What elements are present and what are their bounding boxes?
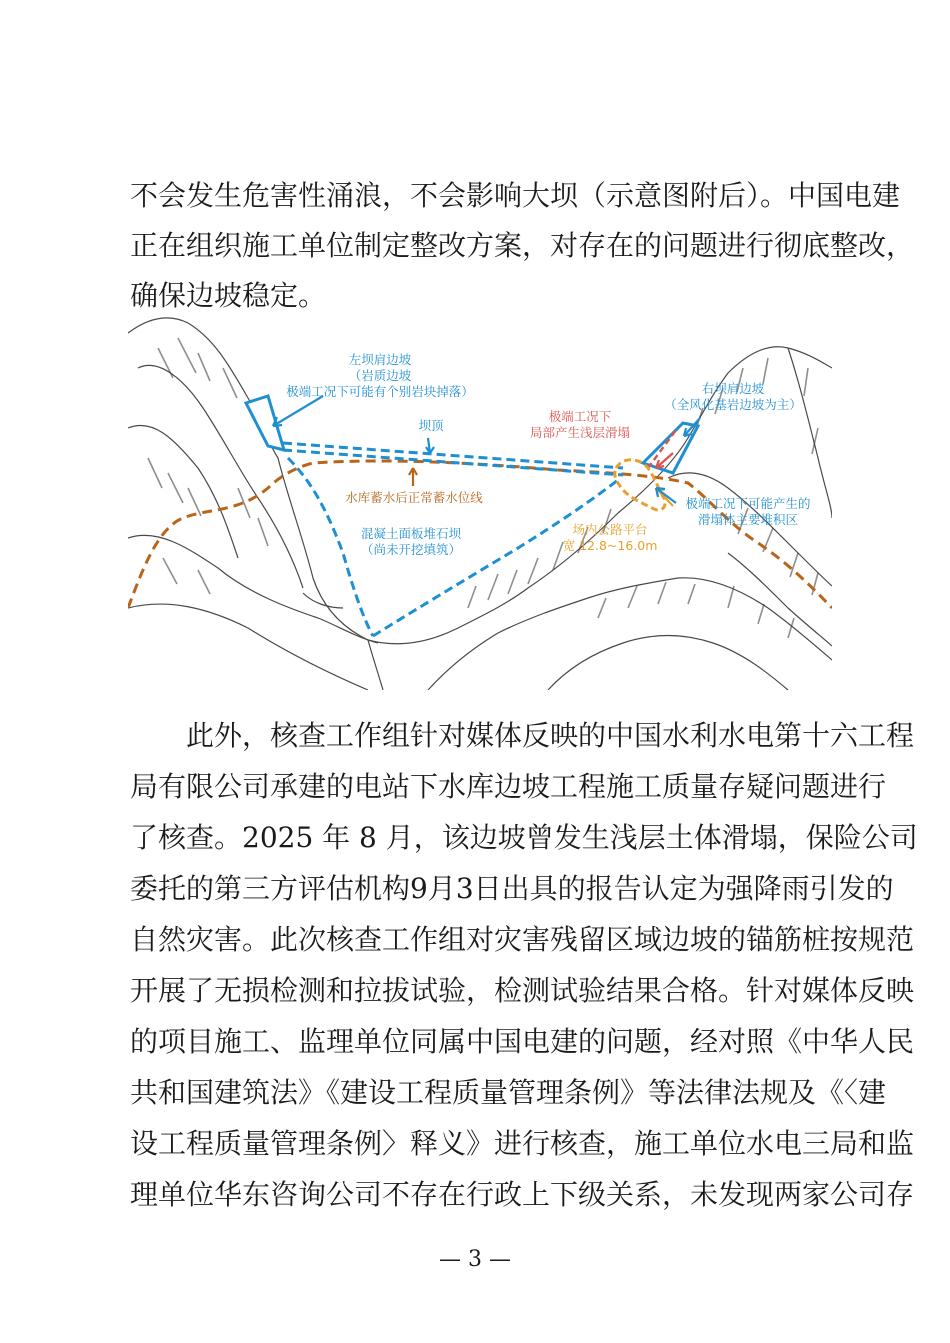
dam-crest-label: 坝顶 xyxy=(418,418,444,433)
platform-label-1: 场内公路平台 xyxy=(572,522,648,537)
paragraph-2-line-3: 了核查。2025 年 8 月，该边坡曾发生浅层土体滑塌，保险公司 xyxy=(130,821,918,854)
paragraph-1-line-3: 确保边坡稳定。 xyxy=(130,279,327,312)
slide-label-1: 极端工况下 xyxy=(548,409,612,424)
paragraph-2-line-2: 局有限公司承建的电站下水库边坡工程施工质量存疑问题进行 xyxy=(130,770,887,803)
paragraph-2-line-1: 此外，核查工作组针对媒体反映的中国水利水电第十六工程 xyxy=(186,719,915,752)
paragraph-2-line-10: 理单位华东咨询公司不存在行政上下级关系，未发现两家公司存 xyxy=(130,1178,915,1211)
left-shoulder-label-3: 极端工况下可能有个别岩块掉落） xyxy=(286,384,474,399)
paragraph-2-line-5: 自然灾害。此次核查工作组对灾害残留区域边坡的锚筋桩按规范 xyxy=(130,923,915,956)
left-shoulder-label-1: 左坝肩边坡 xyxy=(348,352,412,367)
platform-label-2: 宽 12.8~16.0m xyxy=(562,538,658,553)
slide-label-2: 局部产生浅层滑塌 xyxy=(529,425,631,440)
annotation-arrows xyxy=(273,396,700,506)
paragraph-2-line-4: 委托的第三方评估机构9月3日出具的报告认定为强降雨引发的 xyxy=(130,872,894,905)
paragraph-2-line-7: 的项目施工、监理单位同属中国电建的问题，经对照《中华人民 xyxy=(130,1025,915,1058)
paragraph-1-line-2: 正在组织施工单位制定整改方案，对存在的问题进行彻底整改， xyxy=(130,229,915,262)
right-shoulder-label-2: （全风化基岩边坡为主） xyxy=(664,397,802,412)
right-shoulder-label-1: 右坝肩边坡 xyxy=(701,381,765,396)
reservoir-line-label: 水库蓄水后正常蓄水位线 xyxy=(345,490,483,505)
paragraph-2-line-8: 共和国建筑法》《建设工程质量管理条例》等法律法规及《〈建 xyxy=(130,1076,887,1109)
paragraph-2-line-6: 开展了无损检测和拉拔试验，检测试验结果合格。针对媒体反映 xyxy=(130,974,915,1007)
deposit-label-2: 滑塌体主要堆积区 xyxy=(697,512,799,527)
dam-type-label-1: 混凝土面板堆石坝 xyxy=(360,526,462,541)
dam-slope-schematic xyxy=(128,308,832,690)
page-number: — 3 — xyxy=(439,1247,511,1272)
left-shoulder-label-2: （岩质边坡 xyxy=(348,368,412,383)
deposit-label-1: 极端工况下可能产生的 xyxy=(685,496,811,511)
paragraph-2-line-9: 设工程质量管理条例〉释义》进行核查，施工单位水电三局和监 xyxy=(130,1127,915,1160)
paragraph-1-line-1: 不会发生危害性涌浪，不会影响大坝（示意图附后）。中国电建 xyxy=(130,179,901,212)
dam-type-label-2: （尚未开挖填筑） xyxy=(360,542,462,557)
